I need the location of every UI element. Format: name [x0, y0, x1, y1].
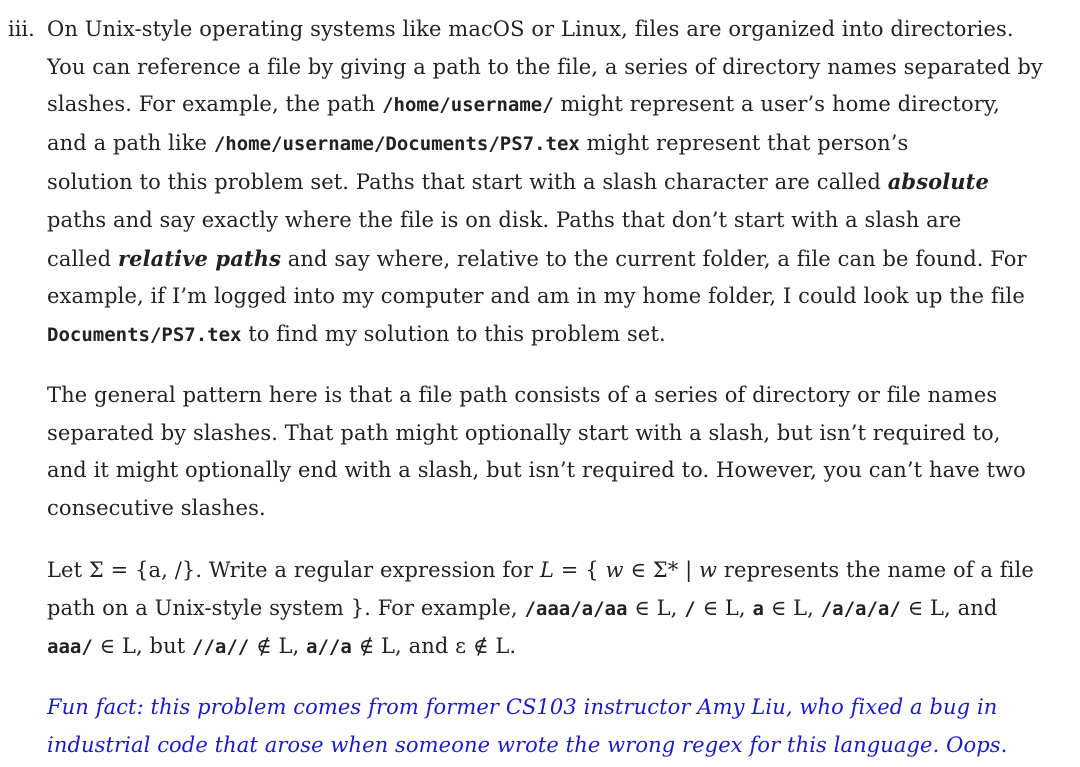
text-segment: path on a Unix-style system }. For example,	[47, 595, 525, 620]
paragraph-task	[47, 552, 1062, 667]
text-segment: Let Σ = {a, /}. Write a regular expression for	[47, 558, 540, 582]
text-line: and it might optionally end with a slash, but isn’t required to. However, you can’t have two	[47, 458, 1026, 483]
text-line: The general pattern here is that a file path consists of a series of directory or file names	[47, 383, 998, 407]
text-segment: and a path like	[47, 130, 214, 155]
emphasis-term: absolute	[887, 169, 989, 195]
text-line: On Unix-style operating systems like macOS or Linux, files are organized into directories.	[47, 17, 1014, 41]
text-segment: slashes. For example, the path	[47, 92, 383, 117]
text-line: separated by slashes. That path might optionally start with a slash, but isn’t required to,	[47, 420, 1001, 445]
text-segment: represents the name of a file	[717, 558, 1034, 582]
code-example: /a/a/a/	[820, 597, 901, 620]
text-segment: called	[47, 246, 118, 271]
code-path: Documents/PS7.tex	[47, 323, 242, 346]
text-segment: ∈ L,	[627, 595, 685, 620]
text-segment: ∉ L,	[249, 634, 307, 659]
text-segment: and say where, relative to the current folder, a file can be found. For	[281, 246, 1027, 271]
text-line: paths and say exactly where the file is on disk. Paths that don’t start with a slash are	[47, 207, 962, 232]
emphasis-term: relative paths	[117, 245, 282, 271]
text-segment: solution to this problem set. Paths that start with a slash character are called	[47, 170, 888, 195]
math-symbol: w	[699, 558, 718, 582]
paragraph-pattern	[47, 377, 1062, 527]
code-example: a//a	[306, 636, 352, 659]
item-marker: iii.	[8, 17, 35, 41]
text-segment: ∈ L, but	[92, 634, 193, 659]
text-line: Fun fact: this problem comes from former CS103 instructor Amy Liu, who fixed a bug in	[47, 695, 998, 719]
code-path: /home/username/Documents/PS7.tex	[213, 132, 580, 155]
code-example: a	[752, 597, 764, 620]
text-segment: ∈ Σ* |	[623, 558, 700, 582]
text-line	[47, 316, 1062, 355]
text-segment: ∉ L, and ε ∉ L.	[351, 634, 517, 659]
text-line: consecutive slashes.	[47, 495, 266, 520]
text-line: example, if I’m logged into my computer and am in my home folder, I could look up the file	[47, 284, 1025, 309]
math-symbol: L	[539, 558, 554, 582]
text-line	[47, 552, 1062, 590]
code-path: /home/username/	[382, 94, 554, 117]
fun-fact-note	[47, 689, 1062, 764]
text-line	[47, 86, 1062, 125]
text-segment: = {	[554, 558, 606, 582]
code-example: /	[684, 597, 696, 620]
math-symbol: w	[605, 558, 624, 582]
text-line: You can reference a file by giving a path to the file, a series of directory names separated by	[47, 54, 1043, 79]
paragraph-paths	[47, 11, 1062, 354]
text-line: industrial code that arose when someone wrote the wrong regex for this language. Oops.	[47, 732, 1008, 757]
text-line	[47, 240, 1062, 279]
code-example: aaa/	[47, 636, 93, 659]
text-segment: ∈ L,	[695, 595, 753, 620]
text-line	[47, 125, 1062, 164]
text-line	[47, 163, 1062, 202]
text-segment: might represent a user’s home directory,	[553, 92, 1000, 117]
text-line	[47, 628, 1062, 667]
text-segment: to find my solution to this problem set.	[241, 321, 666, 346]
text-segment: ∈ L, and	[900, 595, 998, 620]
text-segment: ∈ L,	[763, 595, 821, 620]
code-example: //a//	[192, 636, 250, 659]
text-segment: might represent that person’s	[579, 130, 909, 155]
code-example: /aaa/a/aa	[524, 597, 628, 620]
text-line	[47, 590, 1062, 629]
